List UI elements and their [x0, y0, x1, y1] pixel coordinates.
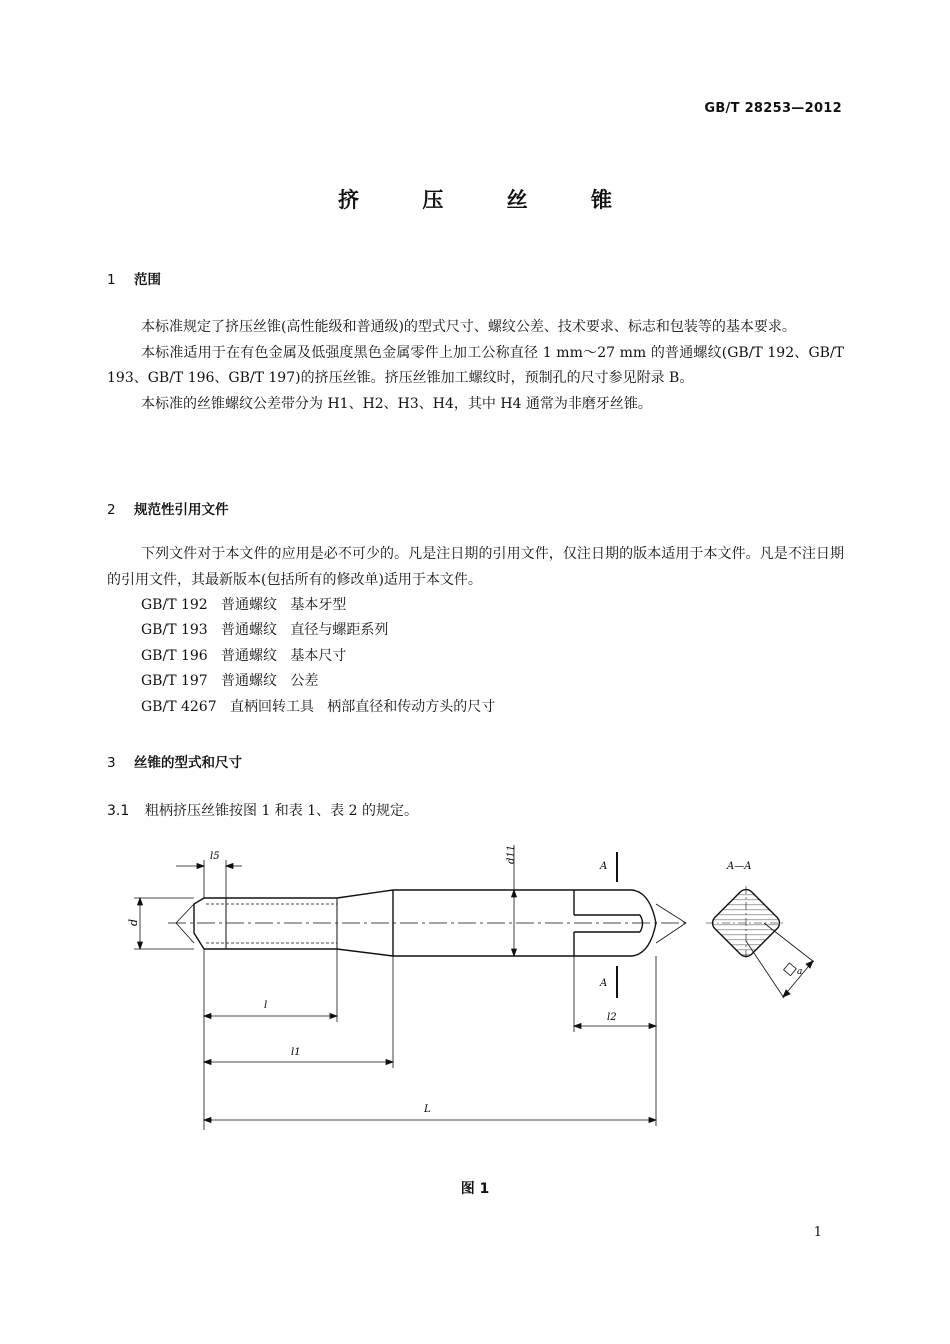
section-2-paragraph: 下列文件对于本文件的应用是必不可少的。凡是注日期的引用文件，仅注日期的版本适用于本文件。凡是不注日期的引用文件，其最新版本(包括所有的修改单)适用于本文件。	[107, 546, 844, 588]
label-d11: d11	[506, 844, 517, 864]
tap-chamfer-outline	[194, 898, 204, 949]
reference-list	[141, 593, 495, 720]
label-L: L	[424, 1104, 431, 1115]
cross-section-view	[706, 886, 786, 960]
label-l1: l1	[291, 1047, 301, 1058]
section-1-paragraph: 本标准适用于在有色金属及低强度黑色金属零件上加工公称直径 1 mm～27 mm 的普通螺纹(GB/T 192、GB/T 193、GB/T 196、GB/T 197)的挤压丝锥。挤压丝锥加工螺纹时，预制孔的尺寸参见附录 B。	[107, 344, 844, 386]
section-2-number: 2	[107, 502, 116, 518]
section-2-body	[107, 542, 844, 593]
page-number: 1	[813, 1225, 822, 1240]
label-section-a-a: A—A	[727, 861, 752, 872]
label-l: l	[264, 1000, 268, 1011]
section-3-number: 3	[107, 755, 116, 771]
section-1-heading	[107, 268, 161, 288]
section-1-title: 范围	[134, 272, 161, 288]
section-2-title: 规范性引用文件	[134, 502, 229, 518]
clause-3-1-text: 粗柄挤压丝锥按图 1 和表 1、表 2 的规定。	[145, 803, 418, 819]
section-3-heading	[107, 751, 242, 771]
clause-3-1-number: 3.1	[107, 803, 130, 819]
section-1-number: 1	[107, 272, 116, 288]
reference-item: GB/T 196 普通螺纹 基本尺寸	[141, 647, 347, 664]
reference-item: GB/T 4267 直柄回转工具 柄部直径和传动方头的尺寸	[141, 698, 496, 715]
reference-item: GB/T 193 普通螺纹 直径与螺距系列	[141, 622, 389, 639]
clause-3-1	[107, 800, 418, 820]
reference-item: GB/T 192 普通螺纹 基本牙型	[141, 597, 347, 613]
tap-technical-drawing	[110, 840, 840, 1140]
section-1-paragraph: 本标准规定了挤压丝锥(高性能级和普通级)的型式尺寸、螺纹公差、技术要求、标志和包装等的基本要求。	[141, 319, 796, 335]
label-section-a-bottom: A	[600, 978, 608, 989]
label-a: a	[797, 967, 803, 977]
standard-number: GB/T 28253—2012	[704, 101, 842, 116]
document-title: 挤 压 丝 锥	[338, 188, 640, 212]
section-3-title: 丝锥的型式和尺寸	[134, 755, 242, 771]
section-1-paragraph: 本标准的丝锥螺纹公差带分为 H1、H2、H3、H4，其中 H4 通常为非磨牙丝锥。	[141, 395, 652, 412]
section-2-heading	[107, 498, 229, 518]
label-section-a-top: A	[600, 861, 608, 872]
figure-caption: 图 1	[460, 1181, 490, 1197]
reference-item: GB/T 197 普通螺纹 公差	[141, 673, 319, 690]
label-d: d	[127, 918, 140, 926]
section-1-body	[107, 315, 844, 417]
label-l2: l2	[607, 1012, 617, 1023]
label-l5: l5	[210, 851, 220, 862]
